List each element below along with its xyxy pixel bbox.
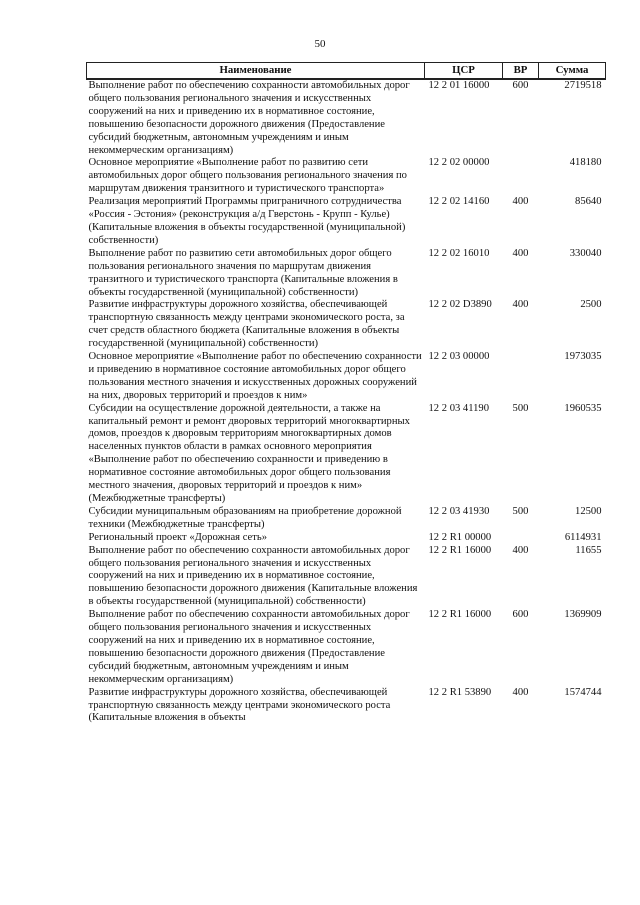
header-csr: ЦСР [425,63,503,80]
row-csr-cell: 12 2 03 41930 [428,505,490,517]
table-row [87,403,606,506]
row-vr-cell: 600 [512,609,529,621]
table-header-row [87,63,606,80]
row-name-cell: Основное мероприятие «Выполнение работ по развитию сети автомобильных дорог общего пользования регионального значения по маршрутам движения транзитного и туристического транспорта» [88,157,407,195]
row-csr-cell: 12 2 R1 16000 [428,544,492,556]
row-vr-cell: 400 [512,196,529,208]
row-vr-cell: 400 [512,299,529,311]
row-sum-cell: 2500 [580,299,602,311]
row-sum-cell: 1369909 [564,609,602,621]
row-sum-cell: 1973035 [564,351,602,363]
row-csr-cell: 12 2 02 14160 [428,196,490,208]
table-row [87,687,606,726]
table-row [87,609,606,686]
table-row [87,157,606,196]
row-sum-cell: 418180 [569,157,602,169]
header-name: Наименование [87,63,425,80]
row-csr-cell: 12 2 02 D3890 [428,299,492,311]
header-sum: Сумма [539,63,606,80]
header-vr: ВР [503,63,539,80]
row-csr-cell: 12 2 R1 53890 [428,686,492,698]
row-csr-cell: 12 2 02 16010 [428,247,490,259]
row-name-cell: Реализация мероприятий Программы приграничного сотрудничества «Россия - Эстония» (реконструкция а/д Гверстонь - Крупп - Кулье) (Капитальные вложения в объекты государственной (муниципальной) собственности) [88,196,406,246]
row-csr-cell: 12 2 03 00000 [428,351,490,363]
row-vr-cell [503,157,539,196]
row-vr-cell [503,532,539,545]
row-csr-cell: 12 2 01 16000 [428,80,490,91]
row-name-cell: Субсидии на осуществление дорожной деятельности, а также на капитальный ремонт и ремонт дворовых территорий многоквартирных домов, проездов к дворовым территориям многоквартирных домов населенных пунктов области в рамках основного мероприятия «Выполнение работ по обеспечению сохранности и приведению в нормативное состояние автомобильных дорог общего пользования местного значения, дворовых территорий и проездов к ним» (Межбюджетные трансферты) [88,402,410,504]
row-csr-cell: 12 2 R1 16000 [428,609,492,621]
table-row [87,196,606,248]
row-sum-cell: 1960535 [564,402,602,414]
table-body [87,79,606,725]
row-vr-cell: 500 [512,505,529,517]
row-name-cell: Субсидии муниципальным образованиям на приобретение дорожной техники (Межбюджетные трансферты) [88,505,402,530]
row-vr-cell: 500 [512,402,529,414]
row-name-cell: Выполнение работ по обеспечению сохранности автомобильных дорог общего пользования регионального значения и искусственных сооружений на них и приведению их в нормативное состояние, повышению безопасности дорожного движения (Предоставление субсидий бюджетным, автономным учреждениям и иным некоммерческим организациям) [88,609,410,685]
table-row [87,545,606,610]
row-sum-cell: 6114931 [564,531,602,543]
row-sum-cell: 85640 [575,196,602,208]
row-sum-cell: 2719518 [564,80,602,91]
row-name-cell: Основное мероприятие «Выполнение работ по обеспечению сохранности и приведению в нормативное состояние автомобильных дорог общего пользования местного значения и искусственных дорожных сооружений на них, дворовых территорий и проездов к ним» [88,351,422,401]
row-csr-cell: 12 2 02 00000 [428,157,490,169]
row-csr-cell: 12 2 R1 00000 [428,531,492,543]
row-name-cell: Выполнение работ по обеспечению сохранности автомобильных дорог общего пользования регионального значения и искусственных сооружений на них и приведению их в нормативное состояние, повышению безопасности дорожного движения (Предоставление субсидий бюджетным, автономным учреждениям и иным некоммерческим организациям) [88,80,410,156]
budget-table [86,62,606,725]
row-name-cell: Развитие инфраструктуры дорожного хозяйства, обеспечивающей транспортную связанность между центрами экономического роста, за счет средств областного бюджета (Капитальные вложения в объекты государственной (муниципальной) собственности) [88,299,405,350]
table-row [87,299,606,351]
table-row [87,506,606,532]
page-number: 50 [314,38,326,50]
row-name-cell: Региональный проект «Дорожная сеть» [88,531,267,543]
row-sum-cell: 330040 [569,247,602,259]
table-row [87,248,606,300]
row-sum-cell: 1574744 [564,686,602,698]
row-csr-cell: 12 2 03 41190 [428,402,490,414]
row-name-cell: Развитие инфраструктуры дорожного хозяйства, обеспечивающей транспортную связанность между центрами экономического роста (Капитальные вложения в объекты [88,686,391,724]
table-row [87,79,606,157]
row-name-cell: Выполнение работ по развитию сети автомобильных дорог общего пользования регионального значения по маршрутам движения транзитного и туристического транспорта (Капитальные вложения в объекты государственной (муниципальной) собственности) [88,247,398,298]
row-name-cell: Выполнение работ по обеспечению сохранности автомобильных дорог общего пользования регионального значения и искусственных сооружений на них и приведению их в нормативное состояние, повышению безопасности дорожного движения (Капитальные вложения в объекты государственной (муниципальной) собственности) [88,544,418,608]
row-vr-cell: 600 [512,80,529,91]
row-vr-cell: 400 [512,247,529,259]
row-vr-cell: 400 [512,544,529,556]
row-sum-cell: 12500 [575,505,602,517]
table-row [87,532,606,545]
row-vr-cell [503,351,539,403]
row-vr-cell: 400 [512,686,529,698]
table-row [87,351,606,403]
row-sum-cell: 11655 [575,544,602,556]
